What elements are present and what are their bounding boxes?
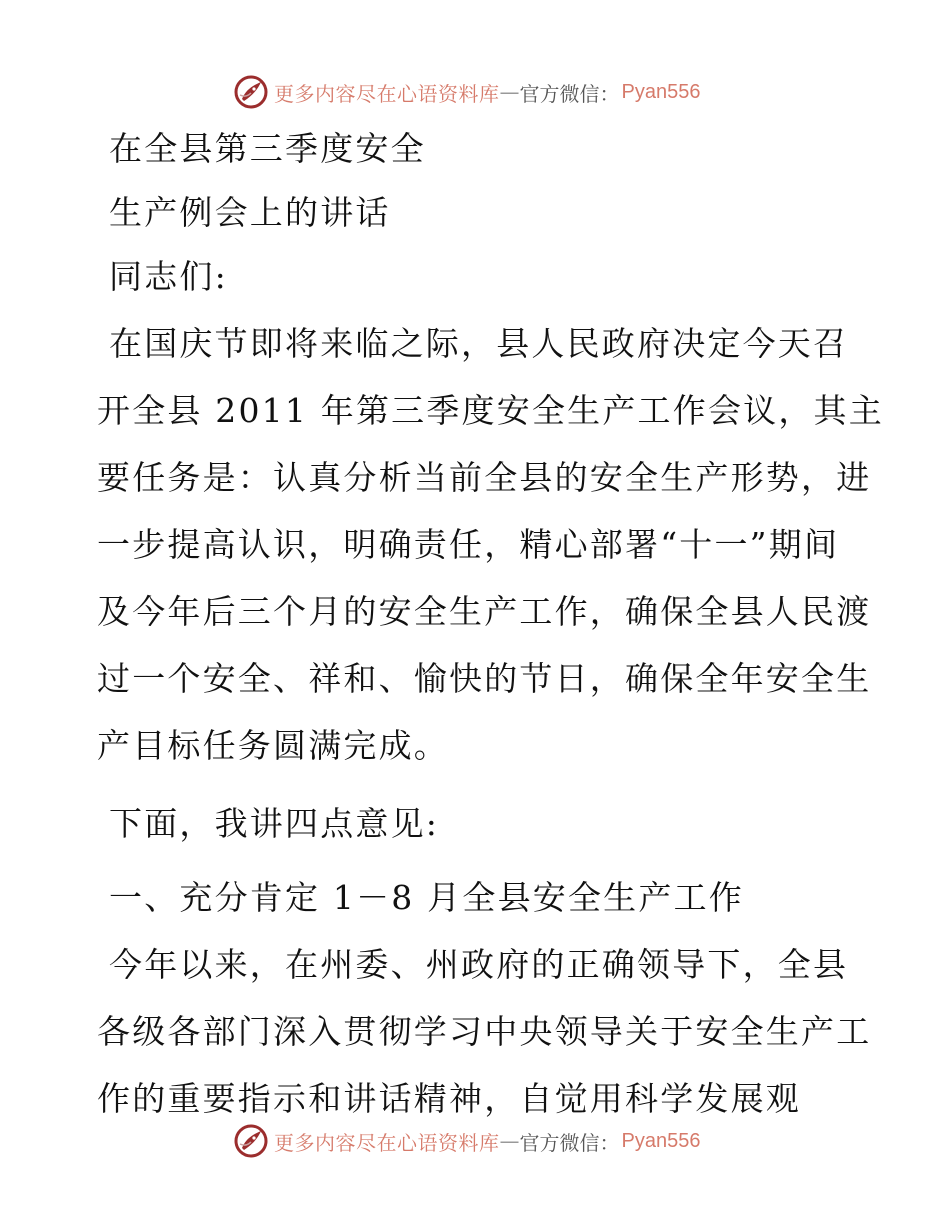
section-1-heading: 一、充分肯定 1－8 月全县安全生产工作 [109, 878, 744, 917]
paragraph-line: 一步提高认识，明确责任，精心部署“十一”期间 [97, 525, 840, 564]
paragraph-line: 产目标任务圆满完成。 [97, 726, 449, 765]
banner-dash: — [499, 1129, 520, 1153]
paragraph-line: 及今年后三个月的安全生产工作，确保全县人民渡 [97, 592, 872, 631]
wechat-id: Pyan556 [621, 1129, 701, 1152]
paragraph-line: 作的重要指示和讲话精神，自觉用科学发展观 [97, 1079, 801, 1118]
wechat-label: 官方微信： [519, 81, 620, 106]
banner-dash: — [499, 80, 520, 104]
paragraph-line: 在国庆节即将来临之际，县人民政府决定今天召 [109, 324, 849, 363]
wechat-label: 官方微信： [519, 1130, 620, 1155]
paragraph-line: 开全县 2011 年第三季度安全生产工作会议，其主 [97, 391, 884, 430]
paragraph-line: 要任务是：认真分析当前全县的安全生产形势，进 [97, 458, 872, 497]
pen-nib-logo-icon [234, 1124, 268, 1158]
pen-nib-logo-icon [234, 75, 268, 109]
paragraph-line: 今年以来，在州委、州政府的正确领导下，全县 [109, 945, 849, 984]
salutation: 同志们: [109, 257, 228, 296]
title-line-1: 在全县第三季度安全 [109, 129, 426, 168]
document-body [97, 122, 884, 1126]
footer-watermark-banner [234, 1121, 700, 1161]
transition-text: 下面，我讲四点意见: [109, 804, 440, 843]
intro-paragraph [97, 317, 884, 773]
promo-text: 更多内容尽在心语资料库 [274, 1130, 500, 1155]
section-1-paragraph [97, 938, 872, 1126]
promo-text: 更多内容尽在心语资料库 [274, 81, 500, 106]
wechat-id: Pyan556 [621, 80, 701, 103]
paragraph-line: 各级各部门深入贯彻学习中央领导关于安全生产工 [97, 1012, 872, 1051]
title-line-2: 生产例会上的讲话 [109, 193, 391, 232]
paragraph-line: 过一个安全、祥和、愉快的节日，确保全年安全生 [97, 659, 872, 698]
header-watermark-banner [234, 72, 700, 112]
